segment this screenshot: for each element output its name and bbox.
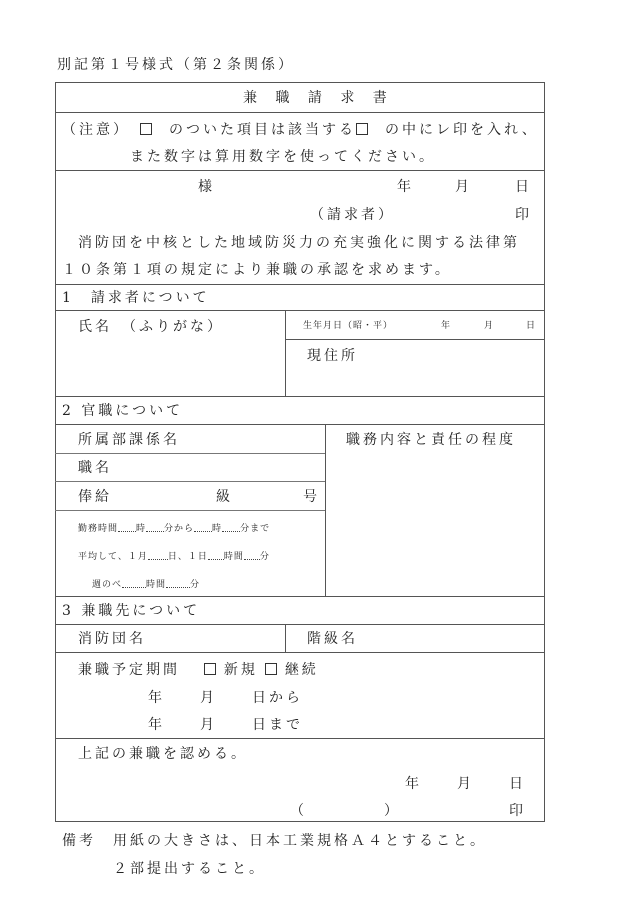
department-label: 所属部課係名 <box>78 432 180 448</box>
section3-heading: 3 兼職先について <box>62 603 201 619</box>
rule-department <box>55 453 325 454</box>
request-body-line-1: 消防団を中核とした地域防災力の充実強化に関する法律第 <box>78 235 520 251</box>
rule-notice <box>55 170 545 171</box>
approval-date-day: 日 <box>509 776 526 792</box>
request-date-day: 日 <box>515 179 532 195</box>
remarks-label: 備考 <box>62 833 96 849</box>
rule-rank-divider <box>285 624 286 652</box>
post-label: 職名 <box>78 460 112 476</box>
approver-seal: 印 <box>509 803 526 819</box>
birthdate-year: 年 <box>441 321 452 331</box>
salary-step-label: 号 <box>303 489 320 505</box>
birthdate-label: 生年月日（昭・平） <box>303 321 394 331</box>
request-body-line-2: １０条第１項の規定により兼職の承認を求めます。 <box>62 262 452 278</box>
period-from-day: 日から <box>252 690 303 706</box>
requester-seal: 印 <box>515 207 532 223</box>
rule-section2-heading <box>55 424 545 425</box>
remarks-line-2: ２部提出すること。 <box>113 861 266 877</box>
approval-date-month: 月 <box>457 776 474 792</box>
current-address-label: 現住所 <box>307 348 358 364</box>
checkbox-icon <box>140 123 152 135</box>
rank-label: 階級名 <box>307 631 358 647</box>
rule-section1 <box>55 396 545 397</box>
rule-section3-heading <box>55 624 545 625</box>
birthdate-month: 月 <box>484 321 495 331</box>
rule-section2 <box>55 596 545 597</box>
checkbox-continue-icon <box>265 663 277 675</box>
section2-heading: 2 官職について <box>62 403 184 419</box>
checkbox-new-icon <box>204 663 216 675</box>
section1-heading: 1 請求者について <box>62 290 210 306</box>
working-hours-line-1: 勤務時間 時 分から 時 分まで <box>78 524 271 534</box>
approver-paren-open: （ <box>290 803 307 819</box>
period-to-day: 日まで <box>252 717 303 733</box>
approver-paren-close: ） <box>384 803 401 819</box>
birthdate-day: 日 <box>526 321 537 331</box>
rule-fire-corps <box>55 652 545 653</box>
approval-text: 上記の兼職を認める。 <box>78 746 248 762</box>
requester-label: （請求者） <box>310 207 395 223</box>
rule-post <box>55 481 325 482</box>
rule-title <box>55 112 545 113</box>
duties-label: 職務内容と責任の程度 <box>346 432 516 448</box>
period-to-year: 年 <box>148 717 165 733</box>
rule-birthdate <box>285 339 545 340</box>
form-title: 兼 職 請 求 書 <box>243 90 394 106</box>
checkbox-icon <box>356 123 368 135</box>
period-from-month: 月 <box>200 690 217 706</box>
approval-date-year: 年 <box>405 776 422 792</box>
request-date-month: 月 <box>455 179 472 195</box>
period-to-month: 月 <box>200 717 217 733</box>
fire-corps-label: 消防団名 <box>78 631 146 647</box>
salary-grade-label: 級 <box>216 489 233 505</box>
notice-line-1: （注意） のついた項目は該当する の中にレ印を入れ、 <box>62 122 539 138</box>
rule-period <box>55 738 545 739</box>
salary-label: 俸給 <box>78 489 112 505</box>
notice-line-2: また数字は算用数字を使ってください。 <box>130 149 436 165</box>
request-date-year: 年 <box>397 179 414 195</box>
working-hours-line-2: 平均して、１月 日、１日 時間 分 <box>78 552 270 562</box>
rule-addressee <box>55 284 545 285</box>
rule-section1-heading <box>55 310 545 311</box>
rule-name-divider <box>285 310 286 396</box>
working-hours-line-3: 週のべ 時間 分 <box>92 580 201 590</box>
remarks-line-1: 用紙の大きさは、日本工業規格Ａ４とすること。 <box>113 833 487 849</box>
addressee-honorific: 様 <box>198 179 215 195</box>
period-line: 兼職予定期間 新規 継続 <box>78 662 319 678</box>
form-number-label: 別記第１号様式（第２条関係） <box>57 57 295 73</box>
name-furigana-label: 氏名 （ふりがな） <box>78 319 224 335</box>
period-from-year: 年 <box>148 690 165 706</box>
rule-duties-divider <box>325 424 326 596</box>
rule-salary <box>55 510 325 511</box>
